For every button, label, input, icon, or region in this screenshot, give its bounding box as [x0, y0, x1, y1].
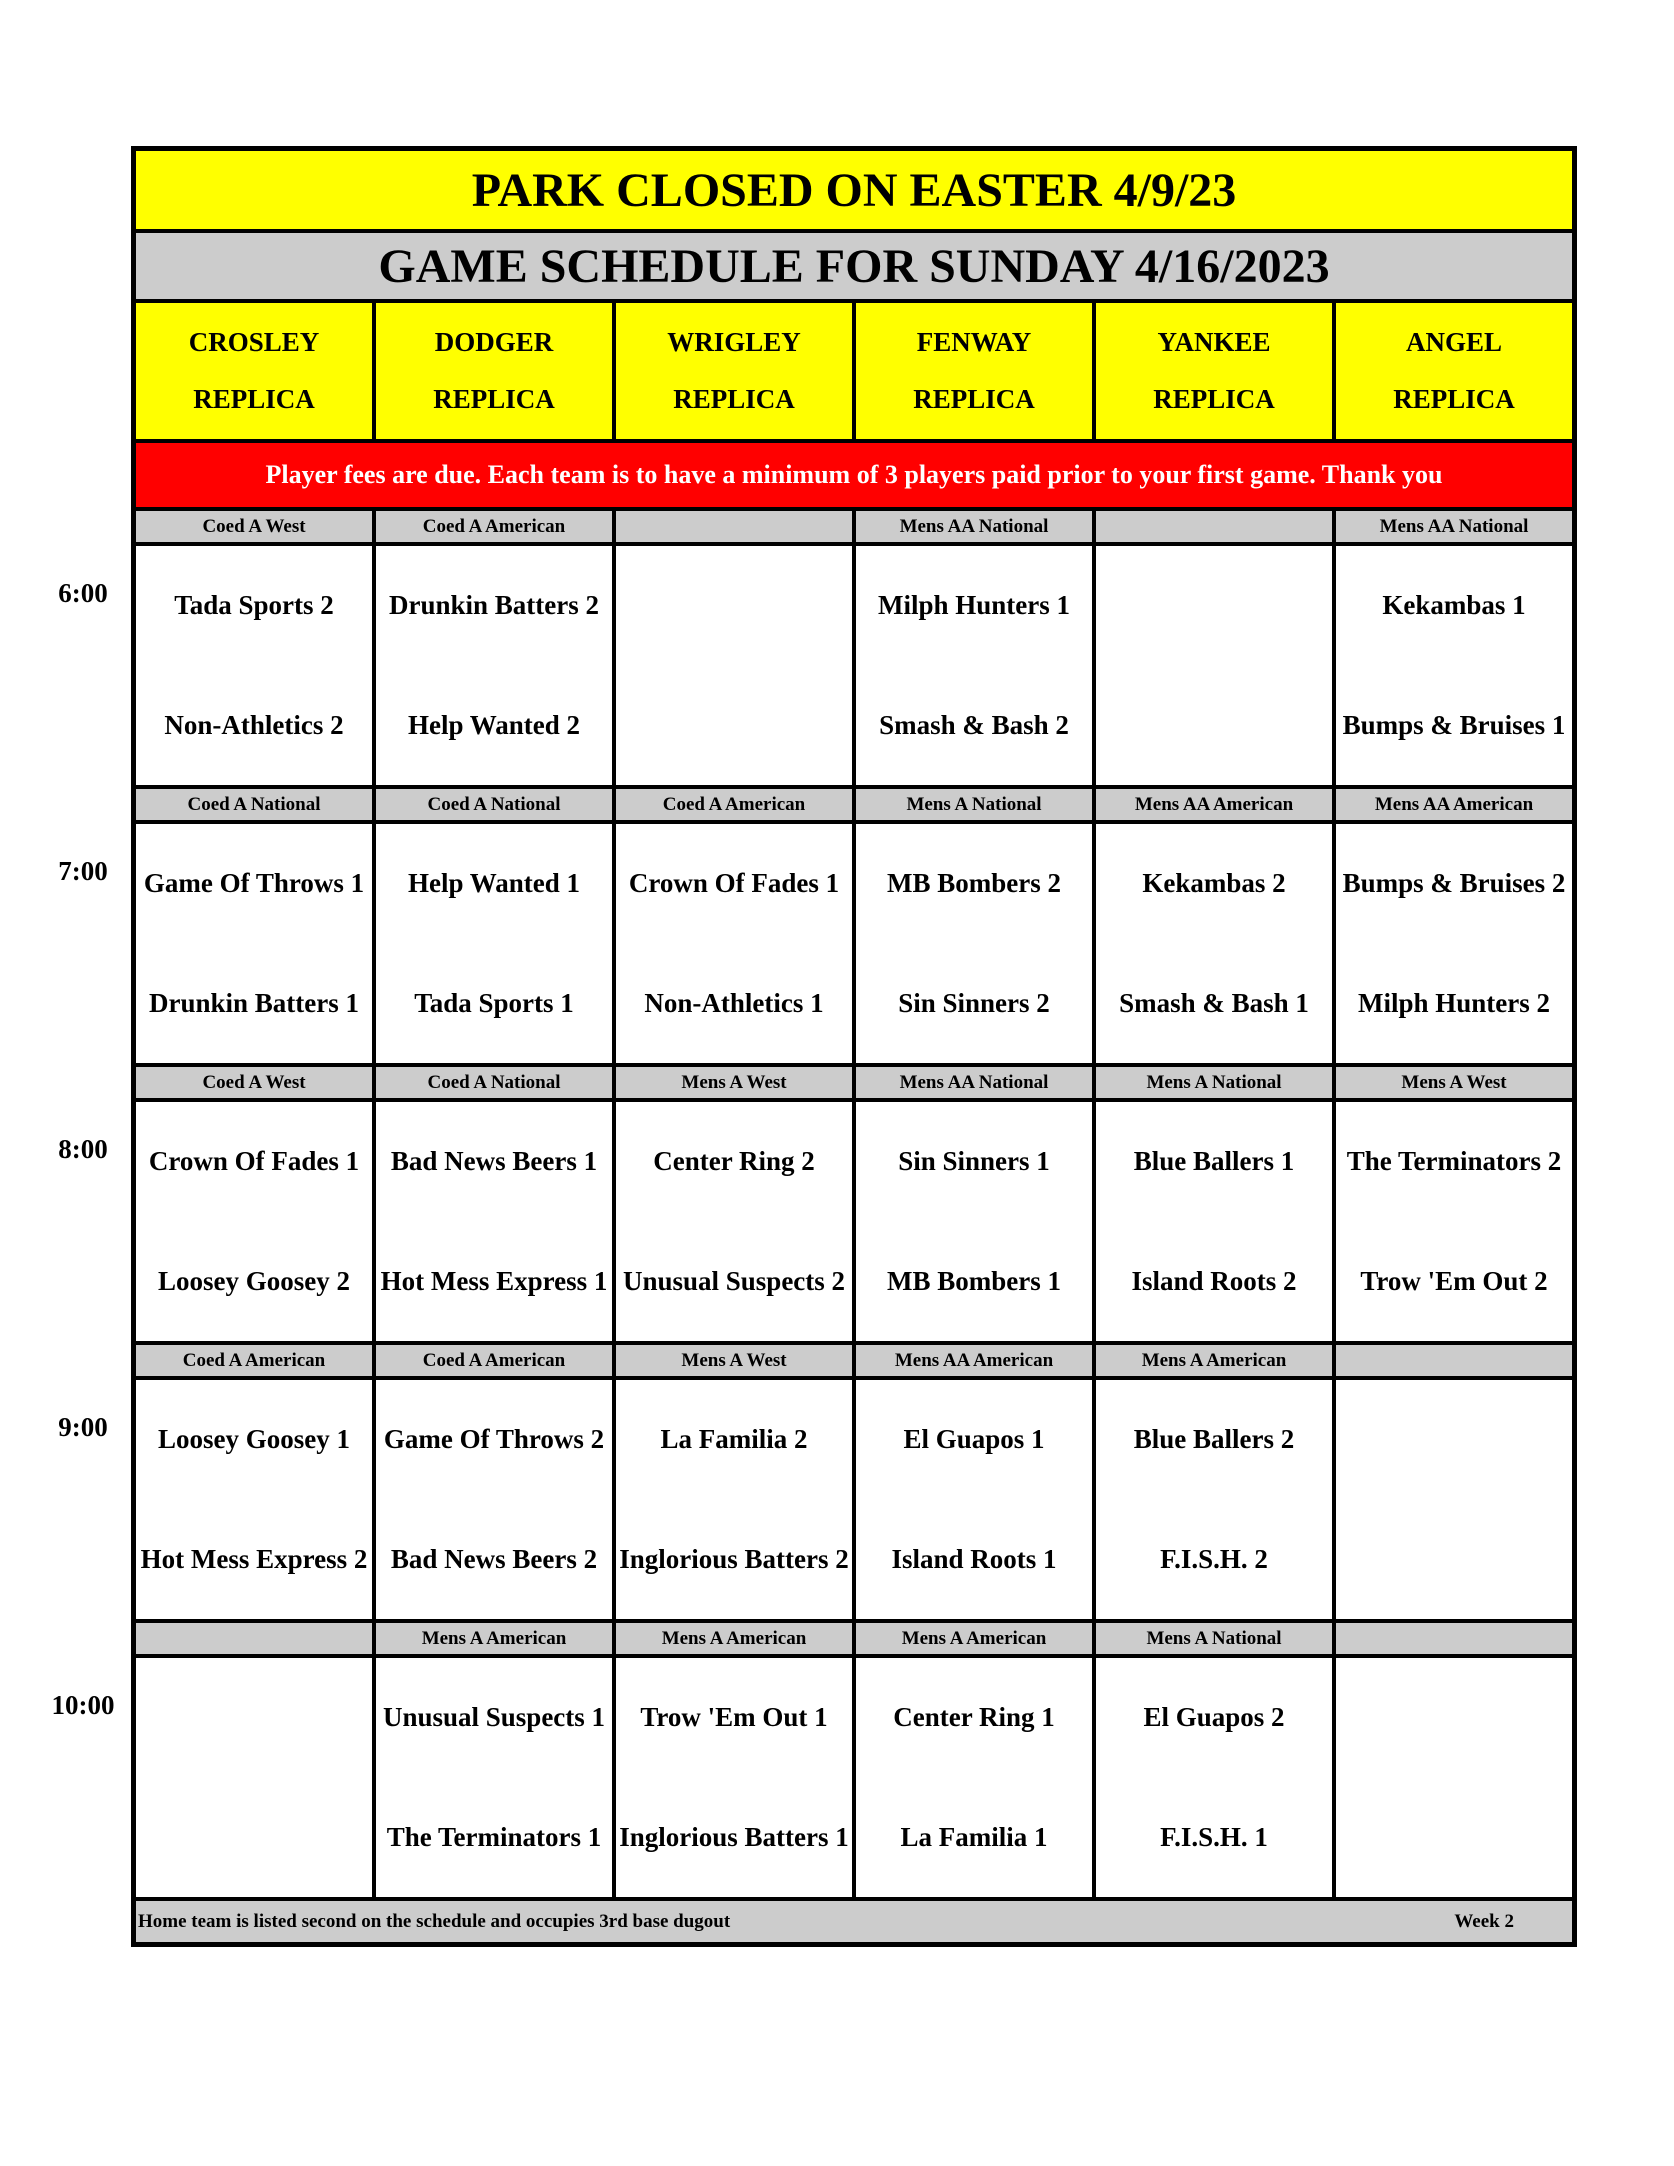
division-label: Coed A West	[136, 511, 376, 542]
away-team: Center Ring 2	[653, 1146, 815, 1177]
game-cell	[1096, 1658, 1336, 1897]
game-cell	[136, 1380, 376, 1619]
away-team	[619, 546, 849, 666]
game-cell	[376, 546, 616, 785]
home-team: Hot Mess Express 2	[140, 1543, 368, 1574]
park-closed-banner: PARK CLOSED ON EASTER 4/9/23	[136, 151, 1572, 233]
away-team	[1099, 546, 1329, 666]
time-label: 8:00	[58, 1134, 108, 1164]
field-type: REPLICA	[193, 384, 315, 414]
away-team: MB Bombers 2	[887, 868, 1061, 899]
home-team	[1339, 1778, 1569, 1898]
division-label: Coed A American	[376, 1345, 616, 1376]
schedule-table	[131, 146, 1577, 1947]
division-label	[616, 511, 856, 542]
game-row	[136, 1658, 1572, 1901]
home-team: Island Roots 1	[891, 1543, 1057, 1574]
game-cell	[856, 546, 1096, 785]
division-label: Mens A National	[1096, 1067, 1336, 1098]
home-team: Bad News Beers 2	[390, 1543, 598, 1574]
home-team: Smash & Bash 2	[879, 709, 1069, 740]
field-header	[856, 303, 1096, 439]
home-team	[1099, 666, 1329, 786]
field-name: YANKEE	[1157, 327, 1271, 357]
game-row	[136, 546, 1572, 789]
home-team: F.I.S.H. 1	[1160, 1821, 1268, 1852]
field-name: DODGER	[434, 327, 554, 357]
field-header	[1096, 303, 1336, 439]
home-team: Drunkin Batters 1	[148, 987, 359, 1018]
away-team: The Terminators 2	[1346, 1146, 1562, 1177]
home-team: Non-Athletics 2	[164, 709, 344, 740]
game-cell	[616, 824, 856, 1063]
division-label: Mens AA American	[1096, 789, 1336, 820]
division-label: Mens A American	[616, 1623, 856, 1654]
home-team	[619, 666, 849, 786]
game-cell	[856, 1380, 1096, 1619]
field-type: REPLICA	[673, 384, 795, 414]
game-row	[136, 1380, 1572, 1623]
away-team: Kekambas 2	[1142, 868, 1286, 899]
division-label: Mens AA American	[1374, 794, 1534, 815]
division-label: Coed A American	[616, 789, 856, 820]
game-cell	[856, 1102, 1096, 1341]
home-team: Loosey Goosey 2	[158, 1265, 350, 1296]
away-team: Tada Sports 2	[174, 590, 334, 621]
game-cell	[616, 1380, 856, 1619]
division-label	[1336, 1345, 1572, 1376]
game-cell	[136, 1102, 376, 1341]
game-cell	[616, 1658, 856, 1897]
game-row	[136, 824, 1572, 1067]
game-cell	[1336, 1658, 1572, 1897]
division-label: Mens AA National	[856, 1067, 1096, 1098]
home-team: The Terminators 1	[386, 1821, 602, 1852]
home-team: F.I.S.H. 2	[1160, 1543, 1268, 1574]
home-team: Inglorious Batters 1	[619, 1821, 849, 1852]
away-team: Kekambas 1	[1382, 590, 1526, 621]
game-cell	[376, 1658, 616, 1897]
division-label: Mens A West	[1401, 1072, 1507, 1093]
game-cell	[136, 546, 376, 785]
field-header	[616, 303, 856, 439]
game-cell	[376, 824, 616, 1063]
game-cell	[1096, 824, 1336, 1063]
division-label: Mens A West	[616, 1067, 856, 1098]
field-header-row	[136, 303, 1572, 443]
division-label: Coed A National	[376, 789, 616, 820]
division-label: Mens A National	[1096, 1623, 1336, 1654]
division-label: Coed A American	[376, 511, 616, 542]
away-team: Drunkin Batters 2	[388, 590, 599, 621]
field-header	[1336, 303, 1572, 439]
field-header	[376, 303, 616, 439]
division-label: Coed A National	[376, 1067, 616, 1098]
away-team: Center Ring 1	[893, 1702, 1055, 1733]
game-row	[136, 1102, 1572, 1345]
game-cell	[1336, 824, 1572, 1063]
game-cell	[1096, 1102, 1336, 1341]
time-label: 7:00	[58, 856, 108, 886]
away-team	[139, 1658, 369, 1778]
away-team: Bad News Beers 1	[390, 1146, 598, 1177]
home-team	[139, 1778, 369, 1898]
away-team: Unusual Suspects 1	[382, 1702, 606, 1733]
field-type: REPLICA	[1393, 384, 1515, 414]
away-team: Sin Sinners 1	[898, 1146, 1050, 1177]
home-team: Trow 'Em Out 2	[1360, 1265, 1548, 1296]
division-label	[1336, 1623, 1572, 1654]
game-cell	[856, 1658, 1096, 1897]
away-team: Crown Of Fades 1	[628, 868, 840, 899]
division-row	[136, 789, 1572, 824]
division-label: Mens A American	[376, 1623, 616, 1654]
game-cell	[856, 824, 1096, 1063]
away-team: Milph Hunters 1	[877, 590, 1071, 621]
home-team: Tada Sports 1	[414, 987, 574, 1018]
player-fees-notice: Player fees are due. Each team is to have a minimum of 3 players paid prior to your first game. Thank you	[136, 443, 1572, 511]
home-team: Smash & Bash 1	[1119, 987, 1309, 1018]
home-team: Help Wanted 2	[407, 709, 581, 740]
game-cell	[1096, 1380, 1336, 1619]
away-team: Crown Of Fades 1	[148, 1146, 360, 1177]
division-label	[1096, 511, 1336, 542]
home-team: Bumps & Bruises 1	[1342, 709, 1566, 740]
division-label: Coed A West	[136, 1067, 376, 1098]
time-label: 10:00	[51, 1690, 115, 1720]
division-label: Mens A National	[856, 789, 1096, 820]
division-row	[136, 1623, 1572, 1658]
field-type: REPLICA	[913, 384, 1035, 414]
field-name: ANGEL	[1405, 327, 1503, 357]
division-row	[136, 1067, 1572, 1102]
field-name: FENWAY	[916, 327, 1032, 357]
field-name: WRIGLEY	[667, 327, 801, 357]
field-type: REPLICA	[1153, 384, 1275, 414]
field-name: CROSLEY	[188, 327, 320, 357]
home-team: MB Bombers 1	[887, 1265, 1061, 1296]
away-team: Blue Ballers 1	[1133, 1146, 1295, 1177]
game-cell	[376, 1380, 616, 1619]
division-label: Coed A National	[136, 789, 376, 820]
home-team-note: Home team is listed second on the schedule and occupies 3rd base dugout	[138, 1910, 731, 1932]
home-team: La Familia 1	[900, 1821, 1048, 1852]
game-cell	[136, 824, 376, 1063]
away-team: El Guapos 2	[1143, 1702, 1285, 1733]
away-team: Game Of Throws 2	[383, 1424, 605, 1455]
away-team: Trow 'Em Out 1	[640, 1702, 828, 1733]
home-team: Sin Sinners 2	[898, 987, 1050, 1018]
division-label: Mens AA American	[856, 1345, 1096, 1376]
home-team: Hot Mess Express 1	[380, 1265, 608, 1296]
footer	[136, 1901, 1572, 1942]
division-row	[136, 511, 1572, 546]
home-team: Inglorious Batters 2	[619, 1543, 849, 1574]
game-cell	[1096, 546, 1336, 785]
field-header	[136, 303, 376, 439]
page-title: GAME SCHEDULE FOR SUNDAY 4/16/2023	[136, 233, 1572, 303]
away-team: Bumps & Bruises 2	[1342, 868, 1566, 899]
game-cell	[616, 546, 856, 785]
time-label: 6:00	[58, 578, 108, 608]
game-cell	[1336, 1380, 1572, 1619]
away-team	[1339, 1380, 1569, 1500]
away-team: Help Wanted 1	[407, 868, 581, 899]
away-team: La Familia 2	[660, 1424, 808, 1455]
division-label: Mens A American	[856, 1623, 1096, 1654]
home-team: Unusual Suspects 2	[622, 1265, 846, 1296]
home-team: Milph Hunters 2	[1357, 987, 1551, 1018]
game-cell	[1336, 1102, 1572, 1341]
home-team: Non-Athletics 1	[644, 987, 824, 1018]
week-label: Week 2	[1454, 1910, 1514, 1932]
home-team: Island Roots 2	[1131, 1265, 1297, 1296]
game-cell	[376, 1102, 616, 1341]
time-label: 9:00	[58, 1412, 108, 1442]
division-label: Mens A West	[616, 1345, 856, 1376]
division-label	[136, 1623, 376, 1654]
away-team: Blue Ballers 2	[1133, 1424, 1295, 1455]
division-row	[136, 1345, 1572, 1380]
division-label: Mens A American	[1096, 1345, 1336, 1376]
away-team: El Guapos 1	[903, 1424, 1045, 1455]
game-cell	[616, 1102, 856, 1341]
away-team: Game Of Throws 1	[143, 868, 365, 899]
division-label: Mens AA National	[856, 511, 1096, 542]
game-cell	[136, 1658, 376, 1897]
division-label: Coed A American	[136, 1345, 376, 1376]
away-team	[1339, 1658, 1569, 1778]
home-team	[1339, 1500, 1569, 1620]
away-team: Loosey Goosey 1	[158, 1424, 350, 1455]
game-cell	[1336, 546, 1572, 785]
division-label: Mens AA National	[1379, 516, 1529, 537]
field-type: REPLICA	[433, 384, 555, 414]
